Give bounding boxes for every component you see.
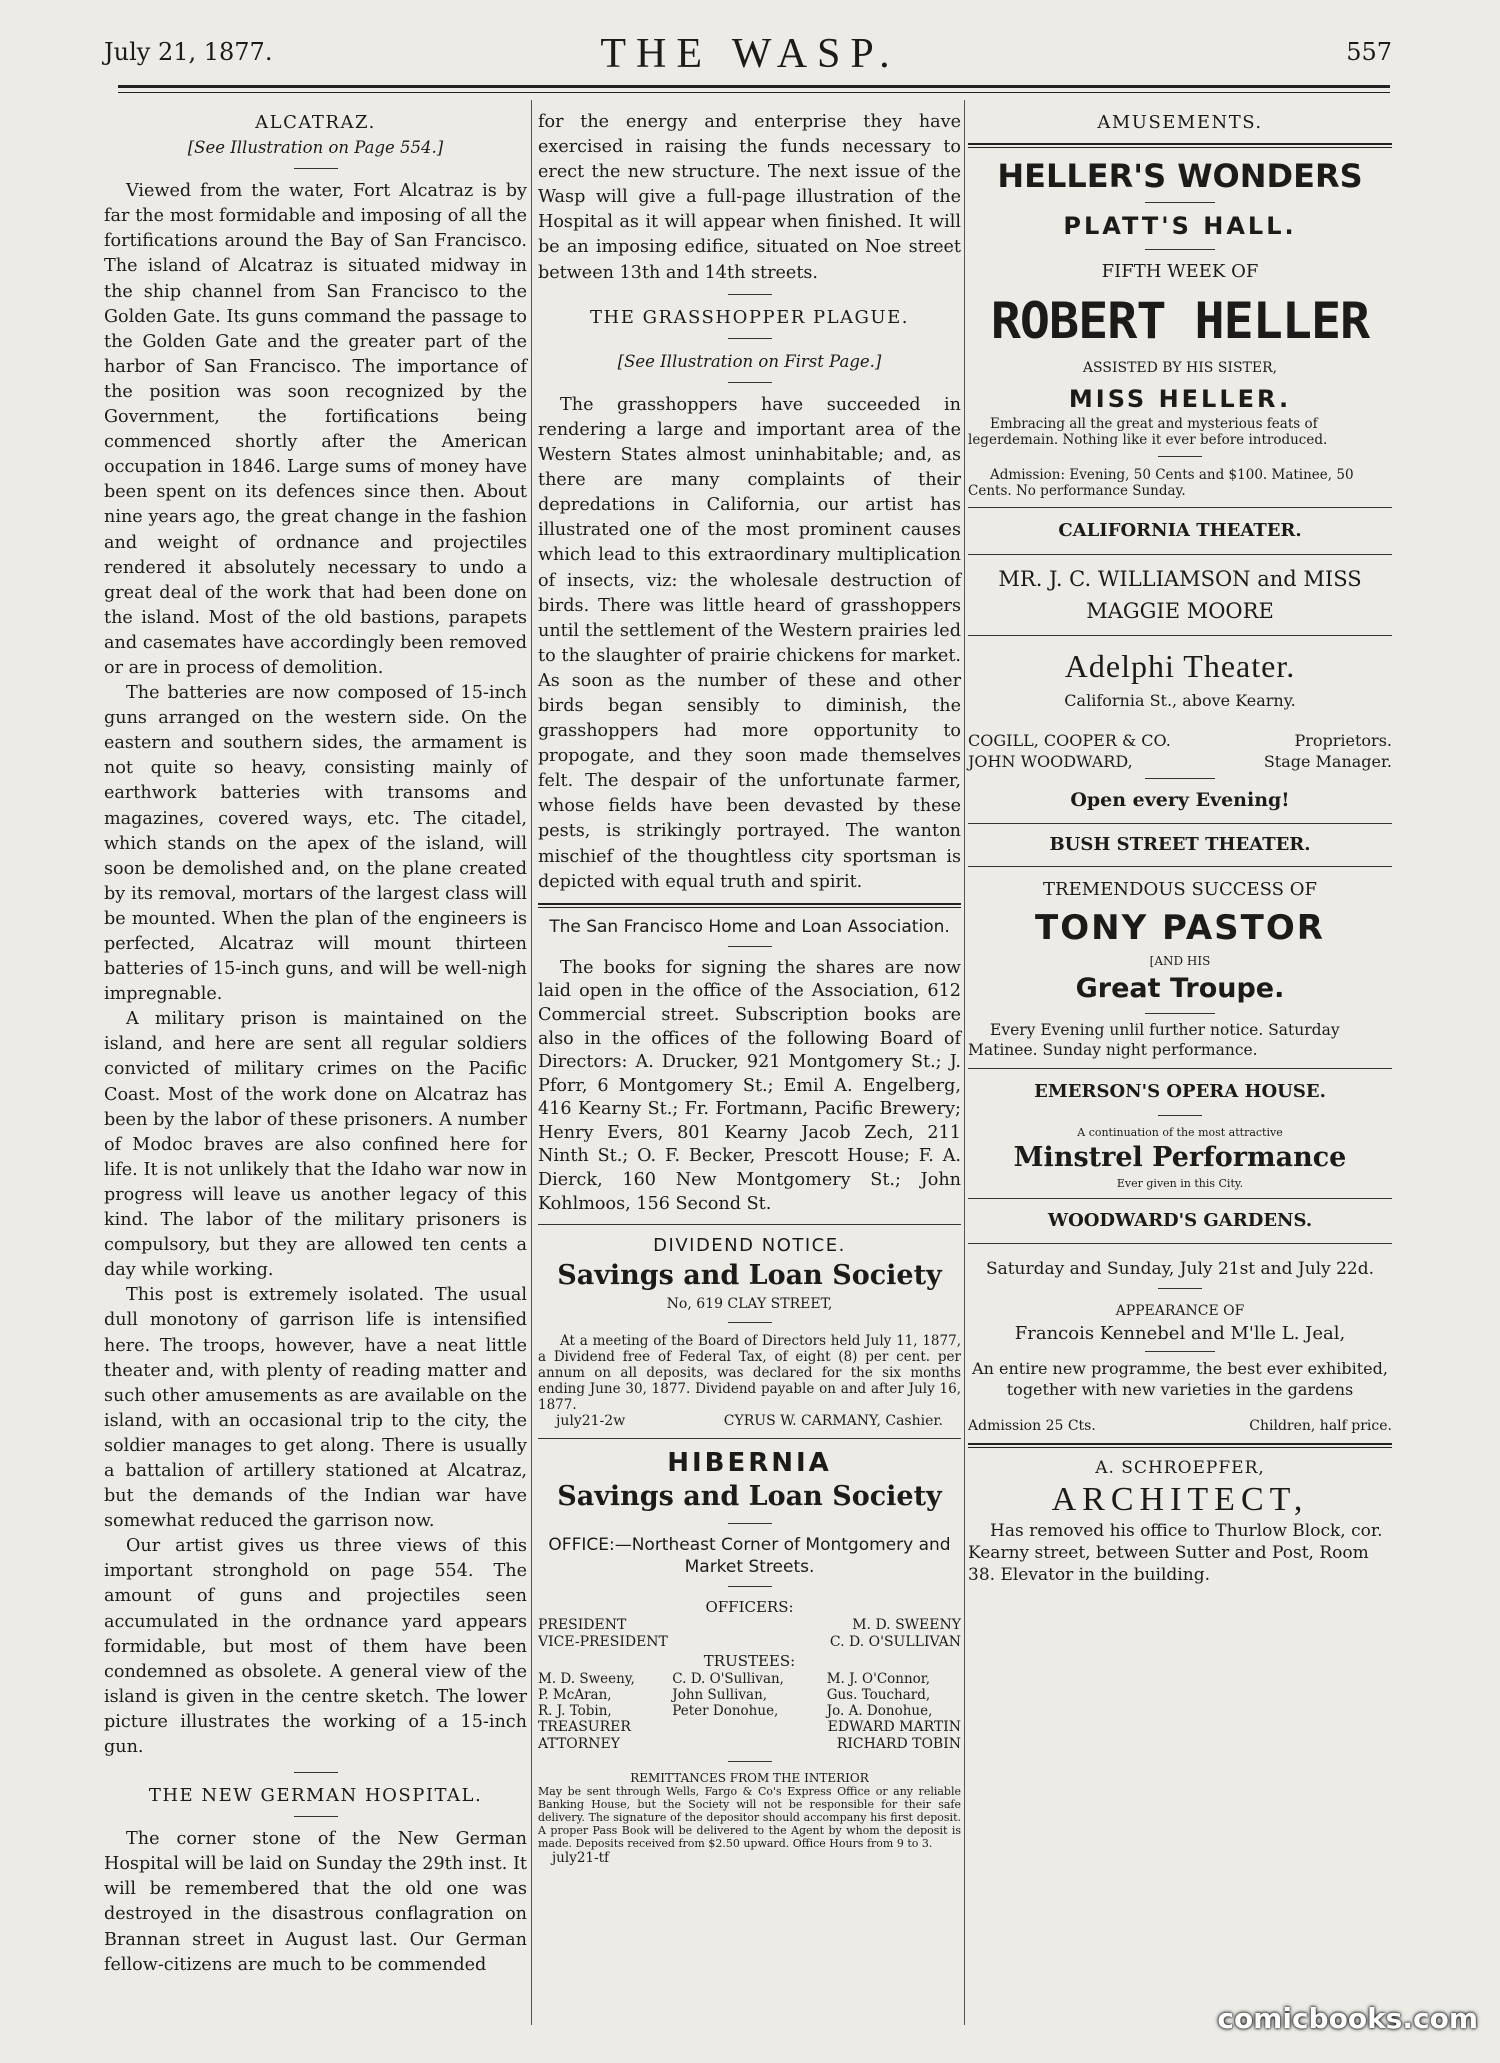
page-number: 557 xyxy=(1346,38,1392,66)
president-name: M. D. SWEENY xyxy=(852,1617,961,1634)
tony-pastor: TONY PASTOR xyxy=(1035,908,1325,949)
grasshopper-paragraph: The grasshoppers have succeeded in rendering a large and important area of the Western States almost uninhabitable; and, as there are many complaints of their depredations in California, our artist has illustrated one of the most prominent causes which lead to this extraordinary multiplication of insects, viz: the wholesale destruction of birds. There was little heard of grasshoppers until the settlement of the Western prairies led to the slaughter of prairie chickens for market. As soon as the number of these and other birds began sensibly to diminish, the grasshoppers had more opportunity to propogate, and they soon made themselves felt. The despair of the unfortunate farmer, whose fields have been devasted by these pests, is strikingly portrayed. The wanton mischief of the thoughtless city sportsman is depicted with equal truth and spirit. xyxy=(538,394,961,892)
hibernia-code: july21-tf xyxy=(552,1850,609,1867)
dividend-code: july21-2w xyxy=(556,1413,626,1430)
trustee-name: P. McAran, xyxy=(538,1687,612,1704)
attorney-label: ATTORNEY xyxy=(538,1736,621,1753)
loan-paragraph: The books for signing the shares are now laid open in the office of the Association, 612 Commercial street. Subscription books are also in the offices of the following Board of Directors: A. Drucker, 921 Montgomery St.; J. Pforr, 6 Montgomery St.; Emil A. Engelberg, 416 Kearny St.; Fr. Fortmann, Pacific Brewery; Henry Evers, 801 Kearny Jacob Zech, 211 Ninth St.; O. F. Becker, Prescott House; F. A. Dierck, 160 New Montgomery St.; John Kohlmoos, 156 Second St. xyxy=(538,957,961,1214)
dividend-signature: CYRUS W. CARMANY, Cashier. xyxy=(723,1413,943,1430)
column-right xyxy=(968,110,1392,1586)
dividend-address: No, 619 CLAY STREET, xyxy=(666,1296,833,1313)
williamson-moore: MR. J. C. WILLIAMSON and MISS MAGGIE MOORE xyxy=(998,567,1362,624)
woodwards-dates: Saturday and Sunday, July 21st and July 22d. xyxy=(985,1259,1375,1280)
john-woodward: JOHN WOODWARD, xyxy=(968,752,1133,772)
trustee-name: Jo. A. Donohue, xyxy=(826,1703,933,1720)
section-rule xyxy=(968,1443,1392,1448)
trustees-table xyxy=(538,1671,961,1719)
admission-adults: Admission 25 Cts. xyxy=(968,1418,1096,1435)
cogill-cooper: COGILL, COOPER & CO. xyxy=(968,731,1171,751)
grasshopper-heading: THE GRASSHOPPER PLAGUE. xyxy=(590,306,909,328)
minstrel-performance: Minstrel Performance xyxy=(1013,1142,1347,1174)
section-rule xyxy=(538,903,961,908)
pastor-schedule: Every Evening unlil further notice. Saturday Matinee. Sunday night performance. xyxy=(968,1021,1340,1060)
hibernia-title: HIBERNIA xyxy=(667,1448,832,1479)
president-label: PRESIDENT xyxy=(538,1617,627,1634)
vice-president-name: C. D. O'SULLIVAN xyxy=(829,1634,961,1651)
divider xyxy=(1145,1013,1215,1014)
hospital-heading: THE NEW GERMAN HOSPITAL. xyxy=(148,1785,483,1807)
loan-heading: The San Francisco Home and Loan Association. xyxy=(549,916,950,937)
section-rule xyxy=(968,635,1392,636)
alcatraz-paragraph: The batteries are now composed of 15-inch guns arranged on the western side. On the eastern and southern sides, the armament is not quite so heavy, consisting mainly of earthwork batteries with transoms and magazines, covered ways, etc. The citadel, which stands on the apex of the island, will soon be demolished and, on the plane created by its removal, mortars of the largest class will be mounted. When the plan of the engineers is perfected, Alcatraz will mount thirteen batteries of 15-inch guns, and will be well-nigh impregnable. xyxy=(104,683,527,1005)
admission-children: Children, half price. xyxy=(1249,1418,1392,1435)
schroepfer-name: A. SCHROEPFER, xyxy=(1095,1458,1265,1479)
divider xyxy=(1158,1288,1202,1289)
california-theater: CALIFORNIA THEATER. xyxy=(1058,520,1302,542)
column-divider xyxy=(964,100,965,2025)
grasshopper-see-illustration: [See Illustration on First Page.] xyxy=(617,351,882,371)
header-rule-thin xyxy=(118,92,1390,93)
trustee-name: M. J. O'Connor, xyxy=(826,1671,931,1688)
alcatraz-paragraph: Our artist gives us three views of this important stronghold on page 554. The amount of guns and projectiles seen accumulated in the ordnance yard appears formidable, but most of them have been condemned as obsolete. A general view of the island is given in the centre sketch. The lower picture illustrates the working of a 15-inch gun. xyxy=(104,1536,527,1757)
alcatraz-heading: ALCATRAZ. xyxy=(255,112,376,133)
trustee-name: C. D. O'Sullivan, xyxy=(672,1671,784,1688)
stage-manager-label: Stage Manager. xyxy=(1263,752,1392,772)
architect-address: Has removed his office to Thurlow Block, cor. Kearny street, between Sutter and Post, Room 38. Elevator in the building. xyxy=(968,1521,1383,1586)
divider xyxy=(728,1322,772,1323)
open-every-evening: Open every Evening! xyxy=(1070,789,1290,812)
divider xyxy=(294,1816,338,1817)
section-rule xyxy=(968,866,1392,867)
divider xyxy=(728,338,772,339)
alcatraz-paragraph: A military prison is maintained on the island, and here are sent all regular soldiers convicted of military crimes on the Pacific Coast. Most of the work done on Alcatraz has been by the labor of these prisoners. A number of Modoc braves are also confined here for life. It is not unlikely that the Idaho war now in progress will leave us another legacy of this kind. The labor of the military prisoners is compulsory, but they are allowed ten cents a day while working. xyxy=(104,1009,527,1281)
dividend-text: At a meeting of the Board of Directors held July 11, 1877, a Dividend free of Federal Tax, of eight (8) per cent. per annum on all deposits, was declared for the six months ending June 30, 1877. Dividend payable on and after July 16, 1877. xyxy=(538,1333,961,1414)
woodwards-programme: An entire new programme, the best ever exhibited, together with new varieties in the gardens xyxy=(972,1359,1388,1400)
attorney-name: RICHARD TOBIN xyxy=(836,1736,961,1753)
dividend-society: Savings and Loan Society xyxy=(557,1260,942,1292)
watermark: comicbooks.com xyxy=(1217,2002,1478,2035)
section-rule xyxy=(968,1243,1392,1244)
architect-title: ARCHITECT, xyxy=(1051,1481,1309,1519)
and-his: [AND HIS xyxy=(1149,954,1211,969)
section-rule xyxy=(538,1438,961,1439)
divider xyxy=(1145,249,1215,250)
column-divider xyxy=(531,100,532,2025)
assisted-by: ASSISTED BY HIS SISTER, xyxy=(1082,360,1278,377)
issue-date: July 21, 1877. xyxy=(104,38,273,66)
kennebel-jeal: Francois Kennebel and M'lle L. Jeal, xyxy=(1014,1323,1346,1345)
trustees-heading: TRUSTEES: xyxy=(703,1652,796,1671)
great-troupe: Great Troupe. xyxy=(1075,973,1285,1005)
treasurer-label: TREASURER xyxy=(538,1719,631,1736)
masthead-title: THE WASP. xyxy=(600,31,900,77)
hospital-paragraph: The corner stone of the New German Hospital will be laid on Sunday the 29th inst. It will be remembered that the old one was destroyed in the disastrous conflagration on Brannan street in August last. Our German fellow-citizens are much to be commended xyxy=(104,1829,527,1975)
alcatraz-paragraph: Viewed from the water, Fort Alcatraz is by far the most formidable and imposing of all the fortifications around the Bay of San Francisco. The island of Alcatraz is situated midway in the ship channel from San Francisco to the Golden Gate. Its guns command the passage to the Golden Gate and the greater part of the harbor of San Francisco. The importance of the position was soon recognized by the Government, the fortifications being commenced shortly after the American occupation in 1846. Large sums of money have been spent on its defences since then. About nine years ago, the great change in the fashion and weight of ordnance and projectiles rendered it absolutely necessary to undo a great deal of the work that had been done on the island. Most of the old bastions, parapets and casemates have accordingly been removed or are in process of demolition. xyxy=(104,181,527,678)
tremendous-success: TREMENDOUS SUCCESS OF xyxy=(1043,879,1317,901)
proprietors-label: Proprietors. xyxy=(1294,731,1392,751)
divider xyxy=(1145,1351,1215,1352)
column-left xyxy=(104,110,527,1978)
divider xyxy=(1145,202,1215,203)
heller-wonders-title: HELLER'S WONDERS xyxy=(997,157,1363,196)
divider xyxy=(294,168,338,169)
vice-president-label: VICE-PRESIDENT xyxy=(538,1634,668,1651)
officers-heading: OFFICERS: xyxy=(705,1598,794,1617)
trustee-name: Peter Donohue, xyxy=(672,1703,779,1720)
section-rule xyxy=(968,1198,1392,1199)
appearance-of: APPEARANCE OF xyxy=(1115,1303,1245,1320)
robert-heller: ROBERT HELLER xyxy=(990,292,1370,351)
ever-given: Ever given in this City. xyxy=(1116,1177,1244,1191)
divider xyxy=(728,294,772,295)
divider xyxy=(1158,1115,1202,1116)
fifth-week: FIFTH WEEK OF xyxy=(1101,261,1259,283)
divider xyxy=(728,946,772,947)
divider xyxy=(1158,456,1202,457)
divider xyxy=(728,1523,772,1524)
alcatraz-see-illustration: [See Illustration on Page 554.] xyxy=(187,138,444,158)
section-rule xyxy=(968,554,1392,555)
miss-heller: MISS HELLER. xyxy=(1068,385,1292,414)
header-rule xyxy=(118,85,1390,88)
divider xyxy=(1145,778,1215,779)
treasurer-name: EDWARD MARTIN xyxy=(827,1719,961,1736)
trustee-name: R. J. Tobin, xyxy=(538,1703,612,1720)
amusements-heading: AMUSEMENTS. xyxy=(1097,112,1263,133)
divider xyxy=(294,1772,338,1773)
woodwards-gardens: WOODWARD'S GARDENS. xyxy=(1047,1210,1313,1232)
remittances-text: May be sent through Wells, Fargo & Co's Express Office or any reliable Banking House, but the Society will not be responsible for their safe delivery. The signature of the depositor should accompany his first deposit. A proper Pass Book will be delivered to the Agent by whom the deposit is made. Deposits received from $2.50 upward. Office Hours from 9 to 3. xyxy=(538,1785,961,1851)
divider xyxy=(728,1761,772,1762)
hibernia-society: Savings and Loan Society xyxy=(557,1481,942,1513)
section-rule xyxy=(538,1224,961,1225)
heller-description: Embracing all the great and mysterious feats of legerdemain. Nothing like it ever before introduced. xyxy=(968,416,1328,449)
adelphi-address: California St., above Kearny. xyxy=(1064,691,1296,711)
section-rule xyxy=(968,823,1392,824)
section-rule xyxy=(968,507,1392,508)
alcatraz-paragraph: This post is extremely isolated. The usual dull monotony of garrison life is intensified here. The troops, however, have a neat little theater and, with plenty of reading matter and such other amusements as are available on the island, with an occasional trip to the city, the soldier manages to get along. There is usually a battalion of artillery stationed at Alcatraz, but the demands of the Indian war have somewhat reduced the garrison now. xyxy=(104,1285,527,1532)
emersons-opera-house: EMERSON'S OPERA HOUSE. xyxy=(1034,1081,1326,1103)
bush-street-theater: BUSH STREET THEATER. xyxy=(1049,834,1311,856)
section-rule xyxy=(968,143,1392,148)
hibernia-office: OFFICE:—Northeast Corner of Montgomery and Market Streets. xyxy=(548,1535,951,1578)
trustee-name: Gus. Touchard, xyxy=(826,1687,931,1704)
adelphi-theater: Adelphi Theater. xyxy=(1064,648,1296,685)
column-middle xyxy=(538,110,961,1866)
trustee-name: M. D. Sweeny, xyxy=(538,1671,635,1688)
remittances-heading: REMITTANCES FROM THE INTERIOR xyxy=(630,1771,869,1786)
platts-hall: PLATT'S HALL. xyxy=(1063,212,1297,241)
divider xyxy=(728,1586,772,1587)
divider xyxy=(728,382,772,383)
heller-admission: Admission: Evening, 50 Cents and $100. Matinee, 50 Cents. No performance Sunday. xyxy=(968,467,1354,500)
trustee-name: John Sullivan, xyxy=(672,1687,768,1704)
hospital-continued: for the energy and enterprise they have exercised in raising the funds necessary to erect the new structure. The next issue of the Wasp will give a full-page illustration of the Hospital as it will appear when finished. It will be an imposing edifice, situated on Noe street between 13th and 14th streets. xyxy=(538,112,961,283)
dividend-heading: DIVIDEND NOTICE. xyxy=(653,1235,846,1257)
continuation-line: A continuation of the most attractive xyxy=(1077,1126,1283,1140)
section-rule xyxy=(968,1068,1392,1069)
